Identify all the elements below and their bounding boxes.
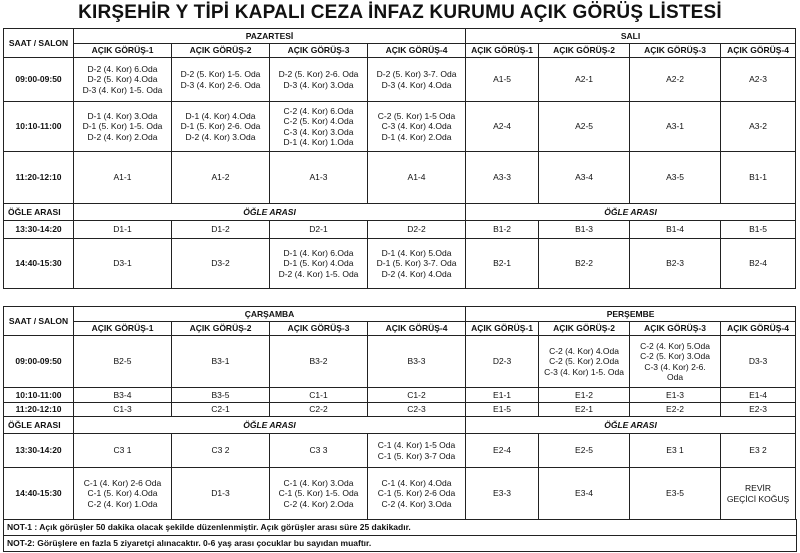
schedule-cell [630,434,721,468]
cell-line: A2-4 [493,121,512,132]
cell-line: D2-3 [492,356,512,367]
schedule-cell [172,152,270,204]
cell-line: C-3 (4. Kor) 3.Oda [283,126,354,137]
cell-line: D1-2 [211,224,230,235]
schedule-cell [630,388,721,403]
schedule-cell [368,468,466,520]
schedule-cell [172,336,270,388]
schedule-cell [368,403,466,417]
break-row [4,417,796,434]
column-header: AÇIK GÖRÜŞ-1 [466,322,539,336]
schedule-cell [539,221,630,239]
cell-line: C3 3 [309,445,328,456]
cell-line: E1-1 [493,389,512,400]
schedule-cell [539,152,630,204]
schedule-cell [74,58,172,102]
schedule-cell [368,102,466,152]
schedule-row [4,403,796,417]
schedule-cell [368,152,466,204]
cell-line: D-1 (4. Kor) 5.Oda [381,248,452,259]
schedule-cell [721,102,796,152]
schedule-row [4,388,796,403]
cell-line: D-1 (5. Kor) 1-5. Oda [82,121,163,132]
cell-line: C1-3 [113,404,132,415]
cell-line: B3-1 [211,356,230,367]
schedule-cell [74,388,172,403]
column-header: AÇIK GÖRÜŞ-2 [539,44,630,58]
break-text: ÖĞLE ARASI [74,417,466,434]
cell-line: C3 2 [211,445,230,456]
note-2: NOT-2: Görüşlere en fazla 5 ziyaretçi alınacaktır. 0-6 yaş arası çocuklar bu sayıdan muaftır. [4,535,796,551]
cell-line: A3-4 [575,172,594,183]
column-header: AÇIK GÖRÜŞ-4 [368,322,466,336]
schedule-table-wed-thu [3,306,796,520]
cell-line: D-2 (4. Kor) 1-5. Oda [278,268,359,279]
break-label: ÖĞLE ARASI [4,417,74,434]
schedule-cell [270,102,368,152]
cell-line: B2-3 [666,258,685,269]
schedule-cell [466,434,539,468]
schedule-cell [539,434,630,468]
cell-line: E2-4 [493,445,512,456]
schedule-cell [466,388,539,403]
notes-box [3,519,797,552]
cell-line: A2-5 [575,121,594,132]
day-row [4,307,796,322]
time-slot: 10:10-11:00 [4,388,74,403]
schedule-cell [270,468,368,520]
time-slot: 09:00-09:50 [4,58,74,102]
schedule-row [4,468,796,520]
schedule-cell [172,239,270,289]
schedule-cell [539,388,630,403]
schedule-cell [466,58,539,102]
day-header: PERŞEMBE [466,307,796,322]
schedule-cell [270,239,368,289]
schedule-cell [630,152,721,204]
break-text: ÖĞLE ARASI [74,204,466,221]
column-header: AÇIK GÖRÜŞ-1 [74,322,172,336]
cell-line: C-2 (5. Kor) 1-5 Oda [377,111,456,122]
schedule-cell [368,239,466,289]
schedule-cell [368,221,466,239]
schedule-cell [74,221,172,239]
cell-line: C-2 (4. Kor) 5.Oda [640,341,710,352]
schedule-cell [466,221,539,239]
schedule-cell [270,336,368,388]
break-text: ÖĞLE ARASI [466,417,796,434]
cell-line: C-2 (5. Kor) 4.Oda [283,116,354,127]
schedule-cell [270,152,368,204]
schedule-cell [721,58,796,102]
cell-line: B2-1 [493,258,512,269]
cell-line: B2-2 [575,258,594,269]
cell-line: D-2 (4. Kor) 4.Oda [381,268,452,279]
cell-line: C-1 (5. Kor) 2-6 Oda [377,488,456,499]
cell-line: C2-2 [309,404,328,415]
column-header: AÇIK GÖRÜŞ-2 [539,322,630,336]
schedule-row [4,336,796,388]
break-label: ÖĞLE ARASI [4,204,74,221]
cell-line: A1-5 [493,74,512,85]
schedule-cell [721,152,796,204]
cell-line: C-3 (4. Kor) 2-6. [644,361,706,372]
cell-line: B1-5 [749,224,768,235]
schedule-cell [466,468,539,520]
cell-line: D-2 (4. Kor) 3.Oda [185,131,256,142]
cell-line: D-3 (4. Kor) 2-6. Oda [180,79,261,90]
cell-line: D1-1 [113,224,132,235]
cell-line: REVİR [745,483,772,494]
cell-line: C2-3 [407,404,426,415]
cell-line: D-2 (5. Kor) 2-6. Oda [278,69,359,80]
time-slot: 13:30-14:20 [4,434,74,468]
schedule-cell [172,221,270,239]
schedule-cell [74,434,172,468]
cell-line: D-1 (4. Kor) 3.Oda [87,111,158,122]
cell-line: E2-3 [749,404,768,415]
column-header: AÇIK GÖRÜŞ-4 [368,44,466,58]
cell-line: C-1 (4. Kor) 2-6 Oda [83,478,162,489]
schedule-cell [539,403,630,417]
cell-line: E3 1 [666,445,684,456]
cell-line: E1-3 [666,389,685,400]
schedule-cell [466,239,539,289]
cell-line: D-1 (4. Kor) 4.Oda [185,111,256,122]
cell-line: B3-4 [113,389,132,400]
schedule-cell [721,403,796,417]
schedule-cell [172,388,270,403]
cell-line: D2-2 [407,224,426,235]
schedule-row [4,434,796,468]
column-header: AÇIK GÖRÜŞ-3 [270,44,368,58]
column-header: AÇIK GÖRÜŞ-4 [721,44,796,58]
schedule-cell [270,434,368,468]
cell-line: B2-5 [113,356,132,367]
schedule-cell [630,403,721,417]
cell-line: C-2 (4. Kor) 4.Oda [549,346,619,357]
cell-line: A3-3 [493,172,512,183]
schedule-cell [270,58,368,102]
schedule-cell [74,468,172,520]
schedule-cell [74,239,172,289]
cell-line: A3-2 [749,121,768,132]
time-slot: 13:30-14:20 [4,221,74,239]
cell-line: E2-5 [575,445,594,456]
cell-line: D-2 (4. Kor) 2.Oda [87,131,158,142]
cell-line: D-3 (4. Kor) 1-5. Oda [82,84,163,95]
schedule-cell [630,102,721,152]
column-header: AÇIK GÖRÜŞ-1 [74,44,172,58]
cell-line: D-2 (5. Kor) 4.Oda [87,74,158,85]
break-row [4,204,796,221]
schedule-cell [466,152,539,204]
cell-line: C-2 (4. Kor) 6.Oda [283,106,354,117]
cell-line: E2-2 [666,404,685,415]
schedule-cell [721,336,796,388]
schedule-cell [630,468,721,520]
schedule-cell [539,102,630,152]
cell-line: E3-5 [666,488,685,499]
schedule-cell [466,403,539,417]
cell-line: D-2 (5. Kor) 1-5. Oda [180,69,261,80]
schedule-cell [74,152,172,204]
cell-line: C-3 (4. Kor) 4.Oda [381,121,452,132]
day-header: SALI [466,29,796,44]
schedule-cell [368,336,466,388]
cell-line: B3-5 [211,389,230,400]
cell-line: D-2 (5. Kor) 3-7. Oda [376,69,457,80]
schedule-cell [368,58,466,102]
cell-line: C-1 (4. Kor) 3.Oda [283,478,354,489]
column-header-row [4,44,796,58]
cell-line: B3-2 [309,356,328,367]
schedule-row [4,102,796,152]
time-header-cell: SAAT / SALON [4,29,74,58]
time-slot: 14:40-15:30 [4,239,74,289]
schedule-cell [721,239,796,289]
cell-line: E3 2 [749,445,767,456]
day-header: ÇARŞAMBA [74,307,466,322]
schedule-cell [630,239,721,289]
schedule-cell [368,434,466,468]
schedule-table-mon-tue [3,28,796,289]
cell-line: C-2 (4. Kor) 3.Oda [381,498,452,509]
cell-line: C-2 (4. Kor) 1.Oda [87,498,158,509]
cell-line: B1-3 [575,224,594,235]
cell-line: C-2 (4. Kor) 2.Oda [283,498,354,509]
cell-line: B3-3 [407,356,426,367]
schedule-cell [630,221,721,239]
cell-line: C-3 (4. Kor) 1-5. Oda [544,366,624,377]
schedule-cell [74,102,172,152]
column-header: AÇIK GÖRÜŞ-2 [172,44,270,58]
schedule-cell [270,388,368,403]
cell-line: D-1 (5. Kor) 4.Oda [283,258,354,269]
cell-line: E2-1 [575,404,594,415]
cell-line: E3-3 [493,488,512,499]
schedule-cell [270,403,368,417]
cell-line: B1-4 [666,224,685,235]
cell-line: A1-2 [211,172,230,183]
schedule-cell [466,102,539,152]
cell-line: C3 1 [113,445,132,456]
column-header: AÇIK GÖRÜŞ-2 [172,322,270,336]
column-header-row [4,322,796,336]
schedule-row [4,221,796,239]
cell-line: D-1 (4. Kor) 1.Oda [283,136,354,147]
schedule-cell [539,58,630,102]
schedule-cell [630,336,721,388]
cell-line: A1-1 [113,172,132,183]
cell-line: E1-4 [749,389,768,400]
schedule-cell [721,434,796,468]
cell-line: C-1 (5. Kor) 3-7 Oda [377,450,456,461]
cell-line: D-3 (4. Kor) 4.Oda [381,79,452,90]
schedule-cell [172,102,270,152]
cell-line: A1-3 [309,172,328,183]
schedule-cell [721,388,796,403]
cell-line: D2-1 [309,224,328,235]
cell-line: D-1 (5. Kor) 3-7. Oda [376,258,457,269]
cell-line: E3-4 [575,488,594,499]
schedule-cell [539,468,630,520]
break-text: ÖĞLE ARASI [466,204,796,221]
cell-line: B1-1 [749,172,768,183]
cell-line: B1-2 [493,224,512,235]
schedule-cell [721,221,796,239]
cell-line: D-2 (4. Kor) 6.Oda [87,64,158,75]
cell-line: D-3 (4. Kor) 3.Oda [283,79,354,90]
time-header-cell: SAAT / SALON [4,307,74,336]
cell-line: D-1 (4. Kor) 6.Oda [283,248,354,259]
schedule-cell [270,221,368,239]
schedule-cell [368,388,466,403]
cell-line: C-1 (5. Kor) 4.Oda [87,488,158,499]
cell-line: C1-2 [407,389,426,400]
schedule-cell [539,336,630,388]
day-row [4,29,796,44]
note-1: NOT-1 : Açık görüşler 50 dakika olacak şekilde düzenlenmiştir. Açık görüşler arası süre 25 dakikadır. [7,522,411,532]
cell-line: D3-1 [113,258,132,269]
cell-line: C-1 (4. Kor) 1-5 Oda [377,440,456,451]
cell-line: D-1 (4. Kor) 2.Oda [381,131,452,142]
schedule-cell [74,403,172,417]
cell-line: C-2 (5. Kor) 2.Oda [549,356,619,367]
time-slot: 11:20-12:10 [4,152,74,204]
cell-line: C-1 (4. Kor) 4.Oda [381,478,452,489]
cell-line: A2-2 [666,74,685,85]
cell-line: A1-4 [407,172,426,183]
cell-line: B2-4 [749,258,768,269]
cell-line: A2-3 [749,74,768,85]
cell-line: C2-1 [211,404,230,415]
cell-line: D-1 (5. Kor) 2-6. Oda [180,121,261,132]
schedule-cell [172,58,270,102]
schedule-cell [172,403,270,417]
time-slot: 14:40-15:30 [4,468,74,520]
column-header: AÇIK GÖRÜŞ-3 [630,322,721,336]
cell-line: C1-1 [309,389,328,400]
cell-line: A3-5 [666,172,685,183]
schedule-cell [74,336,172,388]
cell-line: E1-2 [575,389,594,400]
cell-line: GEÇİCİ KOĞUŞ [726,493,790,504]
schedule-cell [539,239,630,289]
cell-line: D1-3 [211,488,230,499]
schedule-cell [172,468,270,520]
cell-line: C-2 (5. Kor) 3.Oda [640,351,710,362]
schedule-cell [466,336,539,388]
cell-line: A3-1 [666,121,685,132]
column-header: AÇIK GÖRÜŞ-3 [270,322,368,336]
schedule-cell [630,58,721,102]
time-slot: 09:00-09:50 [4,336,74,388]
cell-line: Oda [666,371,684,382]
page-title: KIRŞEHİR Y TİPİ KAPALI CEZA İNFAZ KURUMU AÇIK GÖRÜŞ LİSTESİ [78,2,722,23]
cell-line: E1-5 [493,404,512,415]
schedule-cell [721,468,796,520]
cell-line: D3-2 [211,258,230,269]
column-header: AÇIK GÖRÜŞ-4 [721,322,796,336]
schedule-cell [172,434,270,468]
cell-line: A2-1 [575,74,594,85]
column-header: AÇIK GÖRÜŞ-1 [466,44,539,58]
time-slot: 10:10-11:00 [4,102,74,152]
time-slot: 11:20-12:10 [4,403,74,417]
day-header: PAZARTESİ [74,29,466,44]
schedule-row [4,58,796,102]
cell-line: D3-3 [748,356,768,367]
column-header: AÇIK GÖRÜŞ-3 [630,44,721,58]
schedule-row [4,152,796,204]
schedule-row [4,239,796,289]
cell-line: C-1 (5. Kor) 1-5. Oda [278,488,359,499]
